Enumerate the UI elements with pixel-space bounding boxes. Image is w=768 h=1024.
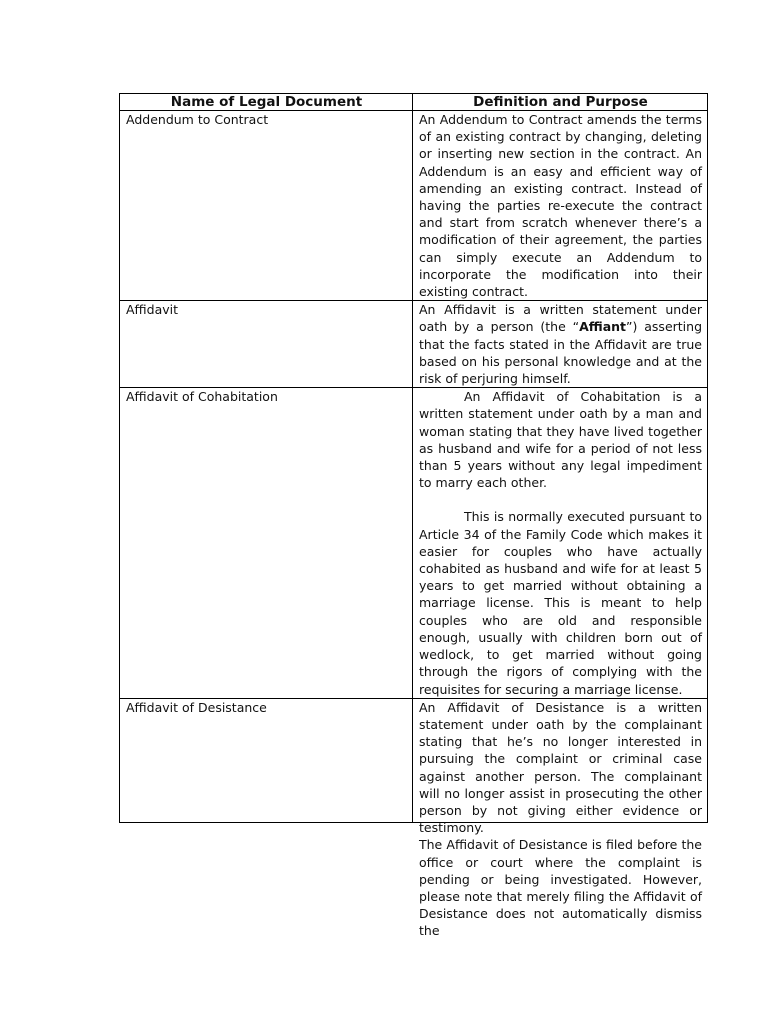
definition-paragraph: An Affidavit of Desistance is a written statement under oath by the complainant stating that he’s no longer interested in pursuing the complaint or criminal case against another person. The complainant will no longer assist in prosecuting the other person by not giving either evidence or testimony. [419,699,702,836]
definition-text-end: ”) asserting that the facts stated in the Affidavit are true based on his personal knowledge and at the risk of perjuring himself. [419,319,702,387]
document-name-cell: Addendum to Contract [120,111,413,301]
table-row [120,301,708,388]
table-row [120,111,708,301]
definition-paragraph: An Affidavit of Cohabitation is a written statement under oath by a man and woman stating that they have lived together as husband and wife for a period of not less than 5 years without any legal impediment to marry each other. [419,389,702,491]
definition-text-start: An Affidavit is a written statement under oath by a person (the “ [419,302,702,335]
column-header-name: Name of Legal Document [120,94,413,111]
document-definition-cell [413,301,708,388]
definition-clip [419,699,702,939]
document-definition-cell [413,388,708,698]
table-row [120,388,708,698]
table-header-row [120,94,708,111]
document-definition-cell [413,111,708,301]
document-name-cell: Affidavit of Cohabitation [120,388,413,698]
legal-documents-table [119,93,708,939]
table-row [120,698,708,822]
definition-paragraph: The Affidavit of Desistance is filed before the office or court where the complaint is pending or being investigated. However, please note that merely filing the Affidavit of Desistance does not automatically dismiss the [419,837,702,939]
document-definition-cell [413,698,708,939]
definition-paragraph: An Addendum to Contract amends the terms of an existing contract by changing, deleting or inserting new section in the contract. An Addendum is an easy and efficient way of amending an existing contract. Instead of having the parties re-execute the contract and start from scratch whenever there’s a modification of their agreement, the parties can simply execute an Addendum to incorporate the modification into their existing contract. [419,112,702,300]
document-name-cell: Affidavit of Desistance [120,698,413,822]
affiant-term: Affiant [579,319,627,335]
column-header-definition: Definition and Purpose [413,94,708,111]
document-name-cell: Affidavit [120,301,413,388]
definition-paragraph [419,301,702,387]
definition-paragraph: This is normally executed pursuant to Article 34 of the Family Code which makes it easier for couples who have actually cohabited as husband and wife for at least 5 years to get married without obtaining a marriage license. This is meant to help couples who are old and responsible enough, usually with children born out of wedlock, to get married without going through the rigors of complying with the requisites for securing a marriage license. [419,509,702,697]
